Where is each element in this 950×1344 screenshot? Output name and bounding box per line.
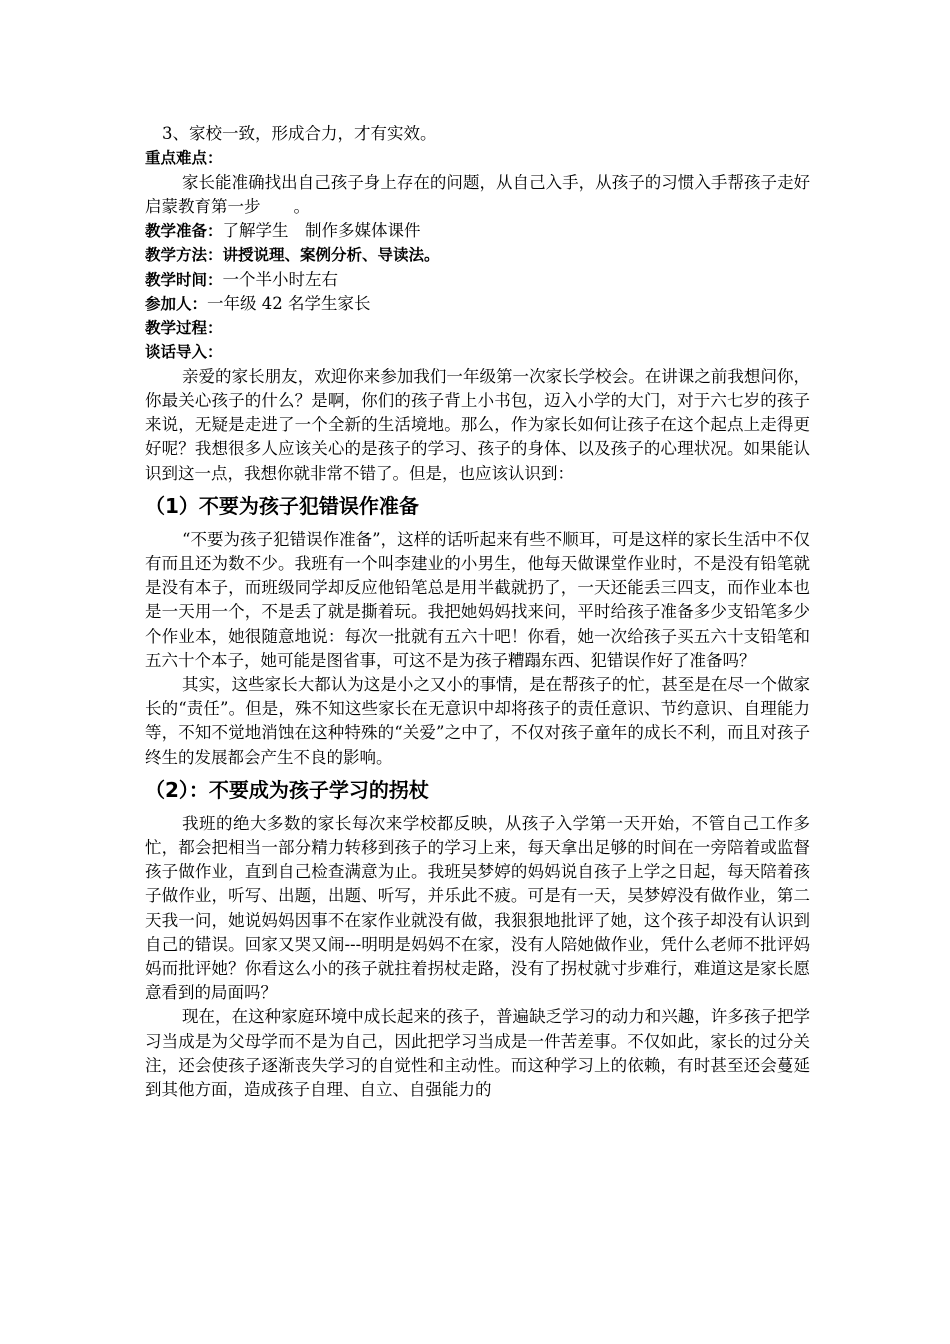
participants-row (145, 292, 810, 316)
process-row (145, 316, 810, 340)
time-label: 教学时间： (145, 270, 223, 289)
section-1-heading: （1）不要为孩子犯错误作准备 (145, 493, 419, 518)
intro-label: 谈话导入： (145, 343, 223, 362)
time-value: 一个半小时左右 (222, 269, 339, 289)
key-points-heading (145, 146, 810, 170)
section-1-paragraph-2: 其实，这些家长大都认为这是小之又小的事情，是在帮孩子的忙，甚至是在尽一个做家长的“责任”。但是，殊不知这些家长在无意识中却将孩子的责任意识、节约意识、自理能力等，不知不觉地消蚀在这种特殊的“关爱”之中了，不仅对孩子童年的成长不利，而且对孩子终生的发展都会产生不良的影响。 (145, 675, 810, 767)
key-points-label: 重点难点： (145, 149, 223, 168)
intro-row (145, 340, 810, 364)
participants-label: 参加人： (145, 294, 208, 313)
key-points-text: 家长能准确找出自己孩子身上存在的问题，从自己入手，从孩子的习惯入手帮孩子走好启蒙教育第一步 。 (145, 172, 810, 216)
section-1-paragraph-1: “不要为孩子犯错误作准备”，这样的话听起来有些不顺耳，可是这样的家长生活中不仅有而且还为数不少。我班有一个叫李建业的小男生，他每天做课堂作业时，不是没有铅笔就是没有本子，而班级同学却反应他铅笔总是用半截就扔了，一天还能丢三四支，而作业本也是一天用一个，不是丢了就是撕着玩。我把她妈妈找来问，平时给孩子准备多少支铅笔多少个作业本，她很随意地说：每次一批就有五六十吧！你看，她一次给孩子买五六十支铅笔和五六十个本子，她可能是图省事，可这不是为孩子糟蹋东西、犯错误作好了准备吗？ (145, 529, 810, 670)
section-2-paragraph-1: 我班的绝大多数的家长每次来学校都反映，从孩子入学第一天开始，不管自己工作多忙，都会把相当一部分精力转移到孩子的学习上来，每天拿出足够的时间在一旁陪着或监督孩子做作业，直到自己检查满意为止。我班吴梦婷的妈妈说自孩子上学之日起，每天陪着孩子做作业，听写、出题，出题、听写，并乐此不疲。可是有一天，吴梦婷没有做作业，第二天我一问，她说妈妈因事不在家作业就没有做，我狠狠地批评了她，这个孩子却没有认识到自己的错误。回家又哭又闹---明明是妈妈不在家，没有人陪她做作业，凭什么老师不批评妈妈而批评她？你看这么小的孩子就拄着拐杖走路，没有了拐杖就寸步难行，难道这是家长愿意看到的局面吗？ (145, 813, 810, 1003)
section-2-paragraph-2: 现在，在这种家庭环境中成长起来的孩子，普遍缺乏学习的动力和兴趣，许多孩子把学习当成是为父母学而不是为自己，因此把学习当成是一件苦差事。不仅如此，家长的过分关注，还会使孩子逐渐丧失学习的自觉性和主动性。而这种学习上的依赖，有时甚至还会蔓延到其他方面，造成孩子自理、自立、自强能力的 (145, 1007, 810, 1100)
process-label: 教学过程： (145, 319, 223, 338)
objective-item-3: 3、家校一致，形成合力，才有实效。 (162, 124, 437, 143)
time-row (145, 268, 810, 292)
prep-row (145, 219, 810, 243)
method-value: 讲授说理、案例分析、导读法。 (222, 246, 440, 265)
section-2-heading: （2）：不要成为孩子学习的拐杖 (145, 777, 429, 802)
method-label: 教学方法： (145, 246, 223, 265)
prep-value: 了解学生 制作多媒体课件 (222, 221, 421, 240)
intro-text: 亲爱的家长朋友，欢迎你来参加我们一年级第一次家长学校会。在讲课之前我想问你，你最关心孩子的什么？是啊，你们的孩子背上小书包，迈入小学的大门，对于六七岁的孩子来说，无疑是走进了一个全新的生活境地。那么，作为家长如何让孩子在这个起点上走得更好呢？我想很多人应该关心的是孩子的学习、孩子的身体、以及孩子的心理状况。如果能认识到这一点，我想你就非常不错了。但是，也应该认识到： (145, 366, 810, 483)
participants-value: 一年级 42 名学生家长 (207, 293, 371, 313)
document-body (145, 122, 810, 1102)
prep-label: 教学准备： (145, 222, 223, 240)
method-row (145, 243, 810, 267)
